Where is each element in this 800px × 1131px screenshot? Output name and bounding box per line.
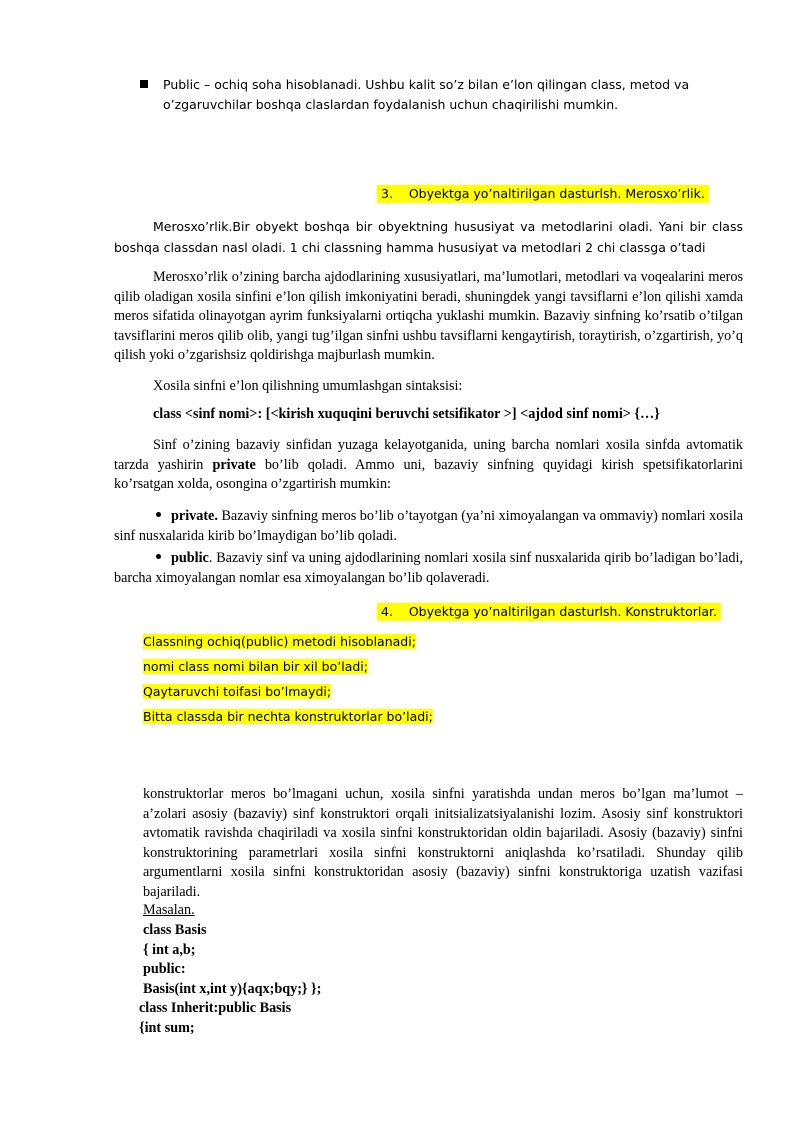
example-label: Masalan. <box>143 902 195 918</box>
public-bullet-line1: Public – ochiq soha hisoblanadi. Ushbu kalit so’z bilan e’lon qilingan class, metod va <box>163 77 690 92</box>
code-line: Basis(int x,int y){aqx;bqy;} }; <box>143 980 322 997</box>
section-heading-4 <box>377 604 721 619</box>
heading-4-title: Obyektga yo’naltirilgan dasturlsh. Konstruktorlar. <box>408 604 718 619</box>
paragraph-private-before: Sinf o’zining bazaviy sinfidan yuzaga kelayotganida, uning barcha nomlari xosila sinfda avtomatik tarzda yashirin <box>114 437 743 473</box>
private-keyword: private <box>212 456 256 473</box>
syntax-line: class <sinf nomi>: [<kirish xuquqini beruvchi setsifikator >] <ajdod sinf nomi> {…} <box>153 406 660 422</box>
specifier-private-text: Bazaviy sinfning meros bo’lib o’tayotgan (ya’ni ximoyalangan va ommaviy) nomlari xosila sinf nusxalarida kirib bo’lmaydigan bo’lib qoladi. <box>114 508 743 544</box>
specifier-item-public <box>114 549 743 588</box>
specifier-item-private <box>114 507 743 546</box>
constructor-point-3: Qaytaruvchi toifasi bo’lmaydi; <box>143 684 332 699</box>
code-block <box>139 921 322 1038</box>
paragraph-syntax-intro: Xosila sinfni e’lon qilishning umumlashgan sintaksisi: <box>153 378 463 394</box>
code-line: public: <box>143 961 186 977</box>
square-bullet-icon <box>140 80 148 88</box>
paragraph-inheritance: Merosxo’rlik o’zining barcha ajdodlarining xususiyatlari, ma’lumotlari, metodlari va voqealarini meros qilib oladigan xosila sinfini e’lon qilish imkoniyatini beradi, shuningdek yangi tavsiflarni e’lon qilishi xamda meros sifatida olinayotgan ayrim funksiyalarni ortiqcha yuklashi mumkin. Bazaviy sinfning ko’rsatib o’tilgan tavsiflarini meros qilib olib, yangi tug’ilgan sinfni ushbu tavsiflarni kengaytirish, toraytirish, o’zgartirish, yo’q qilish yoki o’zgarishsiz qoldirishga majburlash mumkin. <box>114 269 743 364</box>
constructor-point-1: Classning ochiq(public) metodi hisoblanadi; <box>143 634 416 649</box>
specifier-public-text: . Bazaviy sinf va uning ajdodlarining nomlari xosila sinf nusxalarida qirib bo’ladigan bo’ladi, barcha ximoyalangan nomlar esa ximoyalangan bo’lib qolaveradi. <box>114 550 743 586</box>
bullet-dot-icon <box>156 554 161 559</box>
paragraph-constructors: konstruktorlar meros bo’lmagani uchun, xosila sinfni yaratishda undan meros bo’lgan ma’lumot – a’zolari asosiy (bazaviy) sinf konstruktori orqali initsializatsiyalanishi lozim. Asosiy sinf konstruktori avtomatik ravishda chaqiriladi va xosila sinfni konstruktoridan oldin bajariladi. Asosiy (bazaviy) sinfni konstruktorining parametrlari xosila sinfni konstruktorni aniqlashda ko’rsatiladi. Shunday qilib argumentlarni xosila sinfni konstruktoridan asosiy (bazaviy) sinfni konstruktoriga uzatish vazifasi bajariladi. <box>143 786 743 900</box>
constructor-point-2: nomi class nomi bilan bir xil bo’ladi; <box>143 659 368 674</box>
code-line: class Inherit:public Basis <box>139 1000 292 1016</box>
bullet-dot-icon <box>156 512 161 517</box>
public-bullet <box>163 75 723 115</box>
paragraph-private-after: bo’lib qoladi. Ammo uni, bazaviy sinfning quyidagi kirish spetsifikatorlarini ko’rsatgan xolda, osongina o’zgartirish mumkin: <box>114 456 743 493</box>
code-line: class Basis <box>143 922 207 938</box>
specifier-list <box>114 507 743 588</box>
section-heading-3 <box>377 186 709 201</box>
code-line: { int a,b; <box>143 941 196 958</box>
constructor-point-4: Bitta classda bir nechta konstruktorlar bo’ladi; <box>143 709 433 724</box>
specifier-private-keyword: private. <box>171 508 218 524</box>
paragraph-merosxorlik-intro: Merosxo’rlik.Bir obyekt boshqa bir obyektning hususiyat va metodlarini oladi. Yani bir class boshqa classdan nasl oladi. 1 chi classning hamma hususiyat va metodlari 2 chi classga o’tadi <box>114 219 743 255</box>
heading-3-number: 3. <box>377 185 393 203</box>
heading-3-title: Obyektga yo’naltirilgan dasturlsh. Merosxo’rlik. <box>408 186 705 201</box>
paragraph-private <box>114 436 743 495</box>
public-bullet-line2: o’zgaruvchilar boshqa claslardan foydalanish uchun chaqirilishi mumkin. <box>163 97 619 112</box>
code-line: {int sum; <box>139 1019 195 1036</box>
specifier-public-keyword: public <box>171 550 209 567</box>
constructor-points <box>143 634 433 724</box>
heading-4-number: 4. <box>377 603 393 621</box>
